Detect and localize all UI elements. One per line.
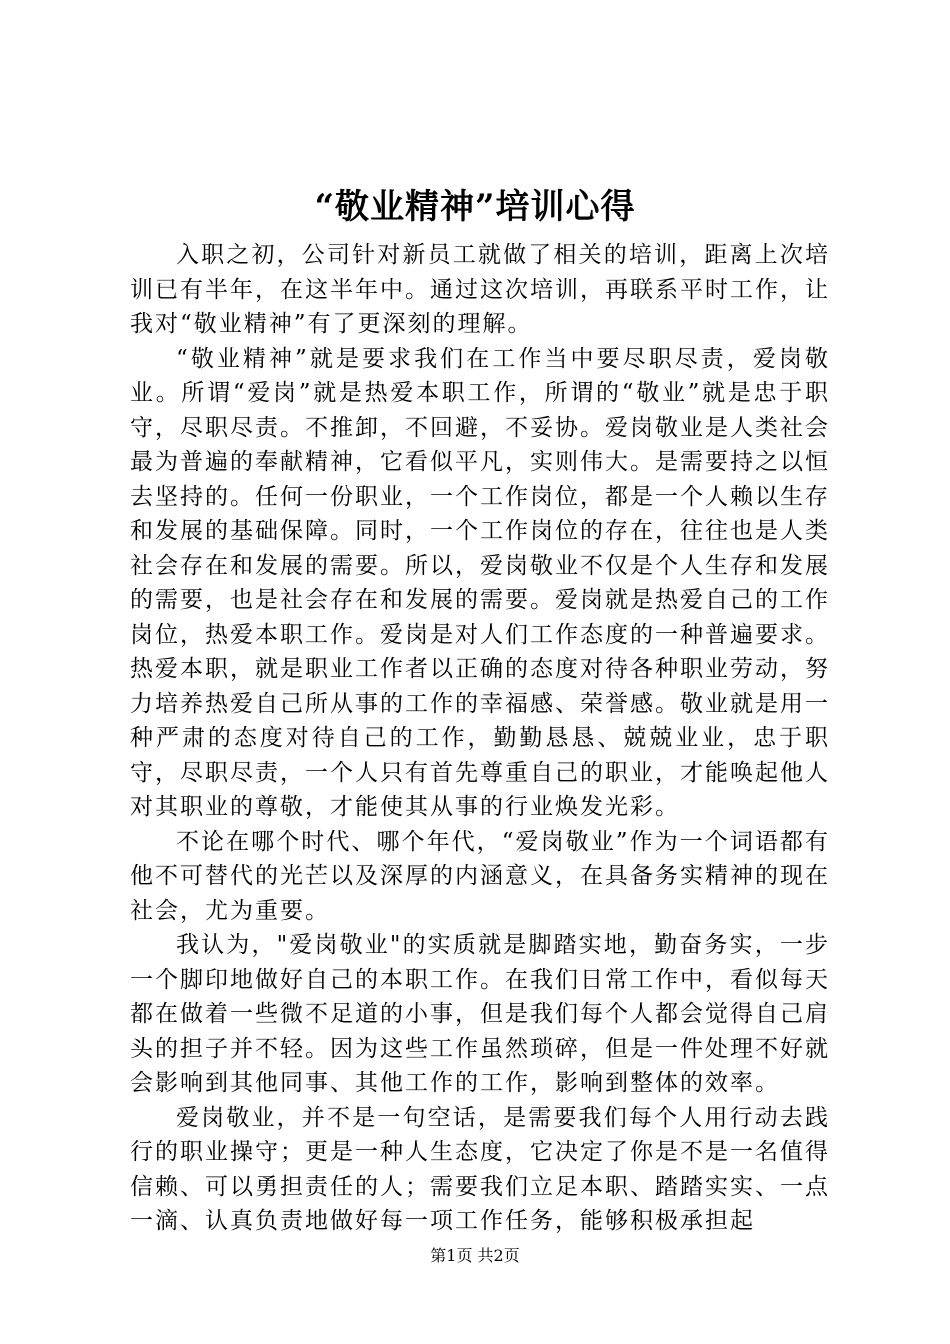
- paragraph-1: 入职之初，公司针对新员工就做了相关的培训，距离上次培训已有半年，在这半年中。通过这次培训，再联系平时工作，让我对“敬业精神”有了更深刻的理解。: [130, 242, 830, 337]
- paragraph-2: “敬业精神”就是要求我们在工作当中要尽职尽责，爱岗敬业。所谓“爱岗”就是热爱本职工作，所谓的“敬业”就是忠于职守，尽职尽责。不推卸，不回避，不妥协。爱岗敬业是人类社会最为普遍的奉献精神，它看似平凡，实则伟大。是需要持之以恒去坚持的。任何一份职业，一个工作岗位，都是一个人赖以生存和发展的基础保障。同时，一个工作岗位的存在，往往也是人类社会存在和发展的需要。所以，爱岗敬业不仅是个人生存和发展的需要，也是社会存在和发展的需要。爱岗就是热爱自己的工作岗位，热爱本职工作。爱岗是对人们工作态度的一种普遍要求。热爱本职，就是职业工作者以正确的态度对待各种职业劳动，努力培养热爱自己所从事的工作的幸福感、荣誉感。敬业就是用一种严肃的态度对待自己的工作，勤勤恳恳、兢兢业业，忠于职守，尽职尽责，一个人只有首先尊重自己的职业，才能唤起他人对其职业的尊敬，才能使其从事的行业焕发光彩。: [130, 345, 830, 820]
- paragraph-4: 我认为，"爱岗敬业"的实质就是脚踏实地，勤奋务实，一步一个脚印地做好自己的本职工作。在我们日常工作中，看似每天都在做着一些微不足道的小事，但是我们每个人都会觉得自己肩头的担子并不轻。因为这些工作虽然琐碎，但是一件处理不好就会影响到其他同事、其他工作的工作，影响到整体的效率。: [130, 932, 830, 1096]
- page-footer: 第1页 共2页: [430, 1246, 520, 1265]
- paragraph-3: 不论在哪个时代、哪个年代，“爱岗敬业”作为一个词语都有他不可替代的光芒以及深厚的内涵意义，在具备务实精神的现在社会，尤为重要。: [130, 828, 830, 924]
- document-title: “敬业精神”培训心得: [314, 187, 636, 227]
- document-body: [130, 238, 830, 1239]
- paragraph-5: 爱岗敬业，并不是一句空话，是需要我们每个人用行动去践行的职业操守；更是一种人生态度，它决定了你是不是一名值得信赖、可以勇担责任的人；需要我们立足本职、踏踏实实、一点一滴、认真负责地做好每一项工作任务，能够积极承担起: [130, 1104, 830, 1234]
